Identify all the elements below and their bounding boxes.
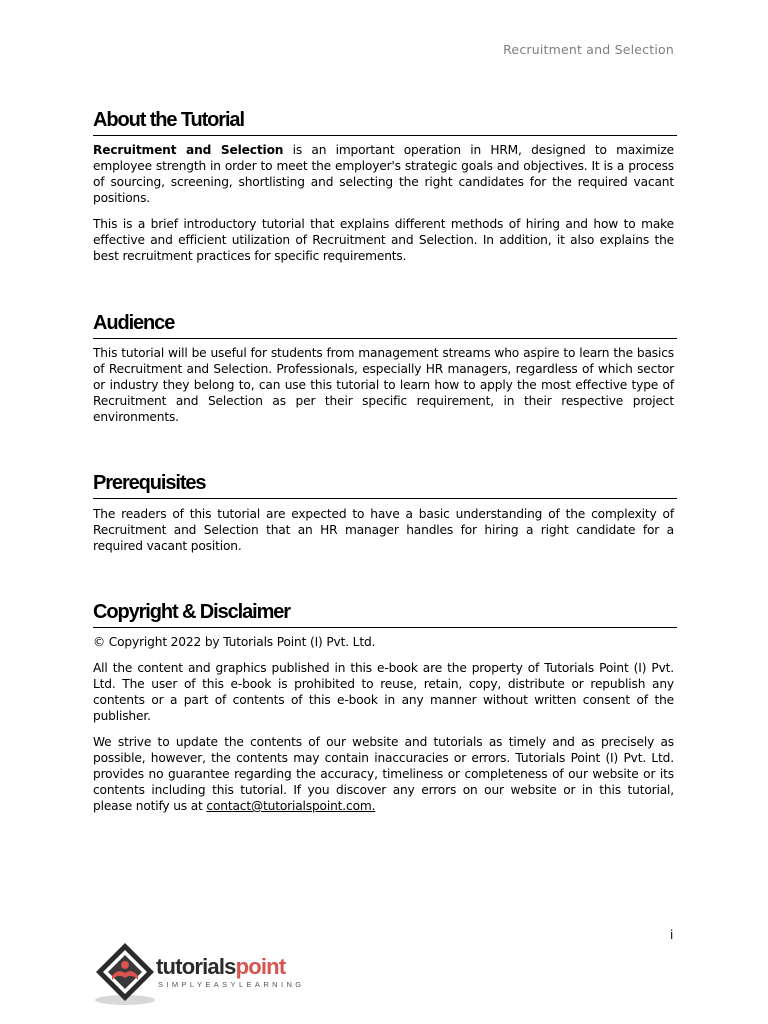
prerequisites-paragraph: The readers of this tutorial are expected to have a basic understanding of the complexity of Recruitment and Selection that an HR manager handles for hiring a right candidate for a required vacant position. bbox=[93, 507, 674, 553]
logo-tagline: SIMPLYEASYLEARNING bbox=[158, 980, 305, 989]
logo-emblem-icon bbox=[92, 940, 158, 1006]
copyright-paragraph-3 bbox=[93, 734, 674, 814]
copyright-paragraph-2: All the content and graphics published in this e-book are the property of Tutorials Point (I) Pvt. Ltd. The user of this e-book is prohibited to reuse, retain, copy, distribute or republish any contents or a part of contents of this e-book in any manner without written consent of the publisher. bbox=[93, 661, 674, 723]
contact-email-link[interactable]: contact@tutorialspoint.com. bbox=[206, 799, 376, 813]
running-header: Recruitment and Selection bbox=[503, 42, 674, 57]
logo-wordmark bbox=[156, 954, 285, 980]
about-paragraph-1 bbox=[93, 142, 674, 206]
copyright-line: © Copyright 2022 by Tutorials Point (I) Pvt. Ltd. bbox=[93, 635, 376, 649]
section-title-audience: Audience bbox=[93, 311, 677, 339]
section-title-prerequisites: Prerequisites bbox=[93, 471, 677, 499]
about-bold-lead: Recruitment and Selection bbox=[93, 143, 284, 157]
logo-word-point: point bbox=[235, 954, 286, 979]
audience-paragraph: This tutorial will be useful for students from management streams who aspire to learn the basics of Recruitment and Selection. Professionals, especially HR managers, regardless of which sector or industry they belong to, can use this tutorial to learn how to apply the most effective type of Recruitment and Selection as per their specific requirement, in their respective project environments. bbox=[93, 346, 674, 424]
copyright-paragraph-3-text: We strive to update the contents of our website and tutorials as timely and as precisely as possible, however, the contents may contain inaccuracies or errors. Tutorials Point (I) Pvt. Ltd. provides no guarantee regarding the accuracy, timeliness or completeness of our website or its contents including this tutorial. If you discover any errors on our website or in this tutorial, please notify us at bbox=[93, 735, 674, 813]
section-title-about: About the Tutorial bbox=[93, 108, 677, 136]
about-paragraph-1-text: is an important operation in HRM, designed to maximize employee strength in order to meet the employer's strategic goals and objectives. It is a process of sourcing, screening, shortlisting and selecting the right candidates for the required vacant positions. bbox=[93, 143, 674, 205]
page-number: i bbox=[670, 928, 674, 942]
about-paragraph-2: This is a brief introductory tutorial that explains different methods of hiring and how to make effective and efficient utilization of Recruitment and Selection. In addition, it also explains the best recruitment practices for specific requirements. bbox=[93, 217, 674, 263]
tutorialspoint-logo bbox=[92, 940, 332, 1006]
logo-word-tutorials: tutorials bbox=[156, 954, 236, 979]
section-title-copyright: Copyright & Disclaimer bbox=[93, 600, 677, 628]
